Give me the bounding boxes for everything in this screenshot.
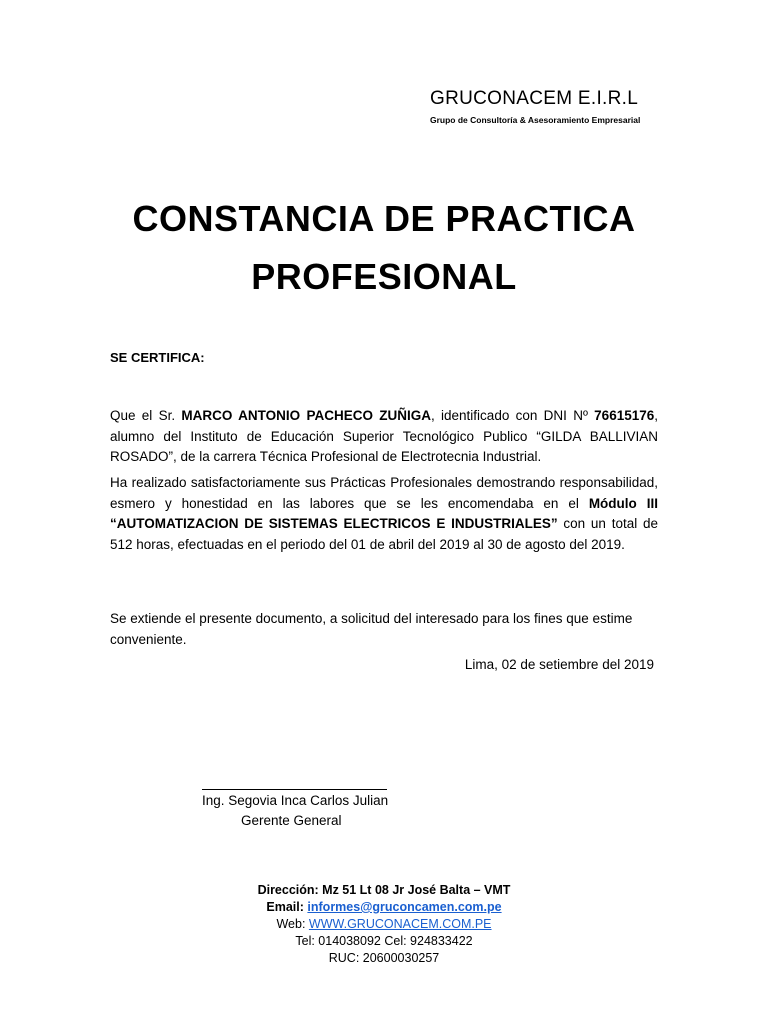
document-title-line1: CONSTANCIA DE PRACTICA [132,198,636,239]
paragraph-text: Ha realizado satisfactoriamente sus Prácticas Profesionales demostrando responsabilidad, esmero y honestidad en las labores que se les encomendaba en el [110,475,658,511]
company-name: GRUCONACEM E.I.R.L [430,88,639,109]
paragraph-text: , identificado con DNI Nº [431,408,595,423]
student-name: MARCO ANTONIO PACHECO ZUÑIGA [181,408,431,423]
paragraph-text: , alumno del Instituto de Educación Superior Tecnológico Publico “GILDA BALLIVIAN ROSADO”, de la carrera Técnica Profesional de Electrotecnia Industrial. [110,408,659,464]
paragraph-student-info [110,406,658,468]
paragraph-text: Que el Sr. [110,408,182,423]
student-dni: 76615176 [594,408,655,423]
footer-address: Dirección: Mz 51 Lt 08 Jr José Balta – VMT [257,883,511,897]
footer-email [0,899,768,917]
module-name: Módulo III “AUTOMATIZACION DE SISTEMAS ELECTRICOS E INDUSTRIALES” [110,495,658,531]
certify-label: SE CERTIFICA: [110,350,205,365]
company-tagline: Grupo de Consultoría & Asesoramiento Empresarial [430,115,641,125]
footer-ruc: RUC: 20600030257 [328,951,440,965]
paragraph-text: con un total de 512 horas, efectuadas en el periodo del 01 de abril del 2019 al 30 de agosto del 2019. [110,516,658,552]
paragraph-closing: Se extiende el presente documento, a solicitud del interesado para los fines que estime conveniente. [110,611,633,647]
web-link[interactable]: WWW.GRUCONACEM.COM.PE [308,917,492,931]
signatory-role: Gerente General [241,813,342,828]
signature-line [202,789,387,790]
web-label: Web: [276,917,309,931]
document-title-line2: PROFESIONAL [251,256,517,297]
email-link[interactable]: informes@gruconcamen.com.pe [307,900,502,914]
footer-web [0,916,768,934]
signatory-name: Ing. Segovia Inca Carlos Julian [202,793,389,808]
email-label: Email: [266,900,308,914]
paragraph-practice-details [110,473,658,555]
footer-phone: Tel: 014038092 Cel: 924833422 [295,934,473,948]
place-date: Lima, 02 de setiembre del 2019 [464,657,654,672]
